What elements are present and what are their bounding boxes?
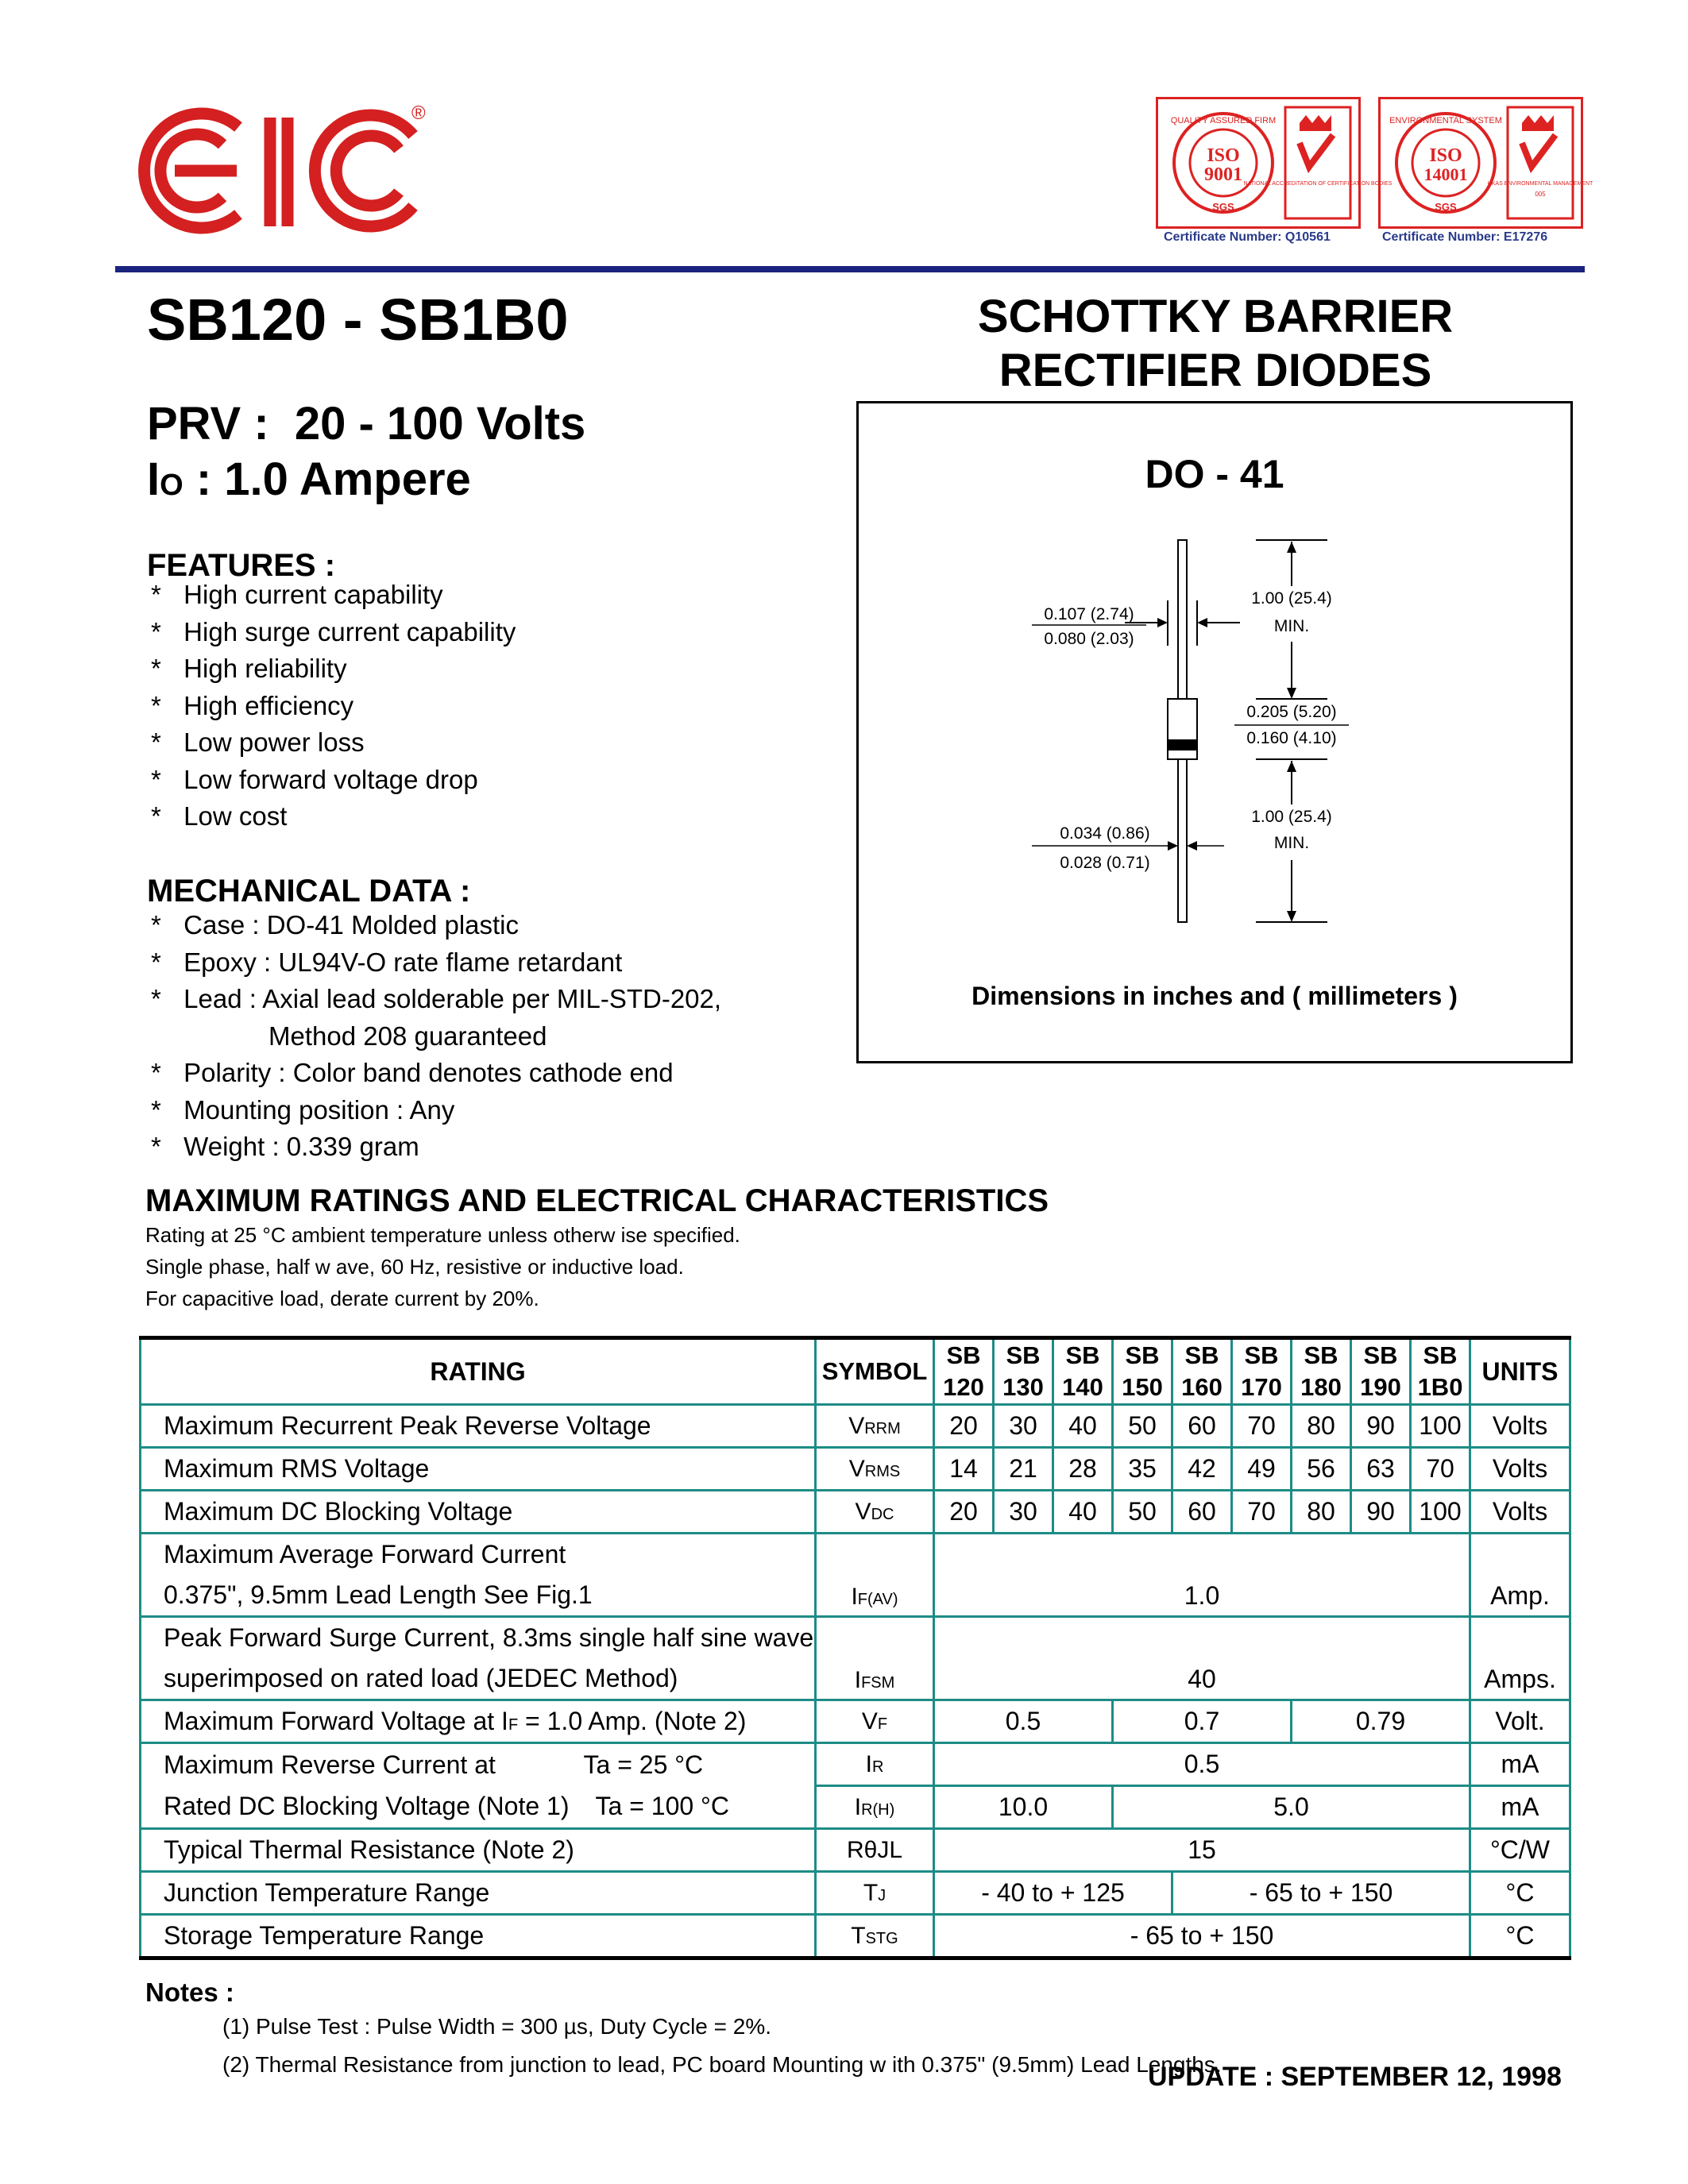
dim-lead-dia-max: 0.034 (0.86)	[1060, 824, 1150, 843]
prv-spec	[147, 397, 585, 450]
package-name: DO - 41	[1145, 452, 1284, 496]
rating-condition: For capacitive load, derate current by 20%.	[145, 1287, 539, 1310]
table-row: Rated DC Blocking Voltage (Note 1) Ta = 100 °C IR(H) 10.0 5.0 mA	[141, 1786, 1570, 1829]
dim-lead-bot: 1.00 (25.4)	[1251, 808, 1332, 826]
table-row: Maximum Reverse Current at Ta = 25 °C IR 0.5 mA	[141, 1743, 1570, 1786]
col-model: SB 130	[994, 1338, 1053, 1405]
col-model: SB 140	[1053, 1338, 1113, 1405]
device-type-line1: SCHOTTKY BARRIER	[977, 291, 1454, 342]
crown-icon	[1522, 115, 1554, 131]
note-2: (2) Thermal Resistance from junction to lead, PC board Mounting w ith 0.375" (9.5mm) Lead Lengths.	[222, 2052, 1222, 2077]
list-item: * Weight : 0.339 gram	[151, 1132, 419, 1161]
iso-ring-text-1: QUALITY ASSURED FIRM	[1170, 116, 1277, 125]
io-label: I	[147, 453, 160, 505]
iso-14001-badge	[1378, 97, 1593, 229]
update-date: UPDATE : SEPTEMBER 12, 1998	[1148, 2062, 1562, 2092]
list-item: * Low forward voltage drop	[151, 764, 478, 794]
note-1: (1) Pulse Test : Pulse Width = 300 µs, Duty Cycle = 2%.	[222, 2014, 772, 2039]
features-list	[151, 577, 516, 835]
iso-9001-badge	[1156, 97, 1393, 229]
checkmark-icon	[1300, 135, 1333, 167]
list-item: * Epoxy : UL94V-O rate flame retardant	[151, 947, 623, 977]
col-model: SB 180	[1292, 1338, 1351, 1405]
registered-mark: ®	[411, 102, 426, 124]
list-item: * High reliability	[151, 654, 347, 683]
ratings-table	[139, 1336, 1571, 1960]
list-item: * High current capability	[151, 580, 443, 609]
table-row: Maximum DC Blocking Voltage VDC 20 30 40 50 60 70 80 90 100 Volts	[141, 1491, 1570, 1534]
table-row: Maximum Average Forward Current 0.375", 9.5mm Lead Length See Fig.1 IF(AV) 1.0 Amp.	[141, 1534, 1570, 1617]
dimension-note: Dimensions in inches and ( millimeters )	[971, 982, 1458, 1010]
accreditation-code-2: 005	[1535, 191, 1546, 198]
accreditation-2: UKAS ENVIRONMENTAL MANAGEMENT	[1487, 181, 1593, 187]
mechanical-heading: MECHANICAL DATA :	[147, 874, 471, 909]
col-model: SB 1B0	[1411, 1338, 1470, 1405]
package-outline-box	[856, 401, 1573, 1063]
rating-condition: Single phase, half w ave, 60 Hz, resistive or inductive load.	[145, 1255, 684, 1279]
col-rating: RATING	[141, 1338, 816, 1405]
table-row: Storage Temperature Range TSTG - 65 to + 150 °C	[141, 1915, 1570, 1958]
notes-heading: Notes :	[145, 1978, 234, 2007]
iso-label-2: ISO	[1429, 145, 1462, 166]
checkmark-icon	[1522, 135, 1555, 167]
table-header-row	[141, 1338, 1570, 1405]
part-range-title: SB120 - SB1B0	[147, 287, 569, 353]
crown-icon	[1300, 115, 1331, 131]
io-subscript: O	[160, 469, 183, 502]
table-row: Maximum Forward Voltage at IF = 1.0 Amp. (Note 2) VF 0.5 0.7 0.79 Volt.	[141, 1700, 1570, 1743]
io-spec	[147, 453, 471, 506]
list-item: * Case : DO-41 Molded plastic	[151, 910, 520, 940]
prv-value: 20 - 100 Volts	[294, 398, 586, 450]
device-type-line2: RECTIFIER DIODES	[999, 345, 1432, 396]
col-model: SB 150	[1113, 1338, 1172, 1405]
mechanical-list	[151, 907, 721, 1166]
device-type-title	[858, 290, 1573, 398]
table-row: Maximum RMS Voltage VRMS 14 21 28 35 42 49 56 63 70 Volts	[141, 1448, 1570, 1491]
col-units: UNITS	[1470, 1338, 1570, 1405]
list-item: * Low power loss	[151, 727, 365, 757]
col-model: SB 120	[934, 1338, 994, 1405]
dim-body-len-max: 0.205 (5.20)	[1246, 703, 1337, 721]
dim-body-len-min: 0.160 (4.10)	[1246, 729, 1337, 747]
certificate-number-1: Certificate Number: Q10561	[1164, 230, 1331, 244]
table-row: Junction Temperature Range TJ - 40 to + 125 - 65 to + 150 °C	[141, 1872, 1570, 1915]
dim-lead-bot-min: MIN.	[1273, 834, 1310, 852]
list-item: * Low cost	[151, 801, 288, 831]
table-row: Maximum Recurrent Peak Reverse Voltage VRRM 20 30 40 50 60 70 80 90 100 Volts	[141, 1405, 1570, 1448]
prv-label: PRV :	[147, 398, 269, 450]
certificate-number-2: Certificate Number: E17276	[1382, 230, 1548, 244]
eic-logo	[151, 95, 437, 246]
dim-lead-top: 1.00 (25.4)	[1251, 589, 1332, 608]
dim-lead-dia-min: 0.028 (0.71)	[1060, 854, 1150, 872]
col-symbol: SYMBOL	[816, 1338, 934, 1405]
dim-body-dia-min: 0.080 (2.03)	[1044, 630, 1134, 648]
sgs-label-2: SGS	[1435, 201, 1457, 213]
list-item: * High surge current capability	[151, 616, 516, 646]
list-item-continuation: Method 208 guaranteed	[268, 1021, 547, 1051]
col-model: SB 170	[1232, 1338, 1292, 1405]
header-rule	[115, 266, 1585, 272]
lead-bottom	[1178, 759, 1187, 922]
features-heading: FEATURES :	[147, 548, 336, 583]
iso-label-1: ISO	[1207, 145, 1240, 166]
io-value: : 1.0 Ampere	[195, 453, 471, 505]
table-row: Typical Thermal Resistance (Note 2) RθJL 15 °C/W	[141, 1829, 1570, 1872]
dim-lead-top-min: MIN.	[1273, 617, 1310, 635]
ratings-heading: MAXIMUM RATINGS AND ELECTRICAL CHARACTERISTICS	[145, 1183, 1049, 1218]
cathode-band	[1168, 739, 1197, 751]
rating-condition: Rating at 25 °C ambient temperature unless otherw ise specified.	[145, 1223, 740, 1247]
col-model: SB 160	[1172, 1338, 1232, 1405]
list-item: * Mounting position : Any	[151, 1094, 455, 1125]
list-item: * Lead : Axial lead solderable per MIL-STD-202,	[151, 984, 722, 1013]
iso-number-2: 14001	[1423, 164, 1468, 184]
do41-diagram	[859, 403, 1570, 1061]
iso-number-1: 9001	[1204, 164, 1242, 185]
sgs-label-1: SGS	[1212, 201, 1234, 213]
iso-ring-text-2: ENVIRONMENTAL SYSTEM	[1389, 116, 1502, 125]
list-item: * High efficiency	[151, 690, 354, 720]
list-item: * Polarity : Color band denotes cathode end	[151, 1058, 674, 1087]
table-row: Peak Forward Surge Current, 8.3ms single half sine wave superimposed on rated load (JEDEC Method) IFSM 40 Amps.	[141, 1617, 1570, 1700]
col-model: SB 190	[1351, 1338, 1411, 1405]
lead-top	[1178, 540, 1187, 699]
dim-body-dia-max: 0.107 (2.74)	[1044, 605, 1134, 623]
accreditation-1: NATIONAL ACCREDITATION OF CERTIFICATION BODIES	[1243, 181, 1393, 187]
